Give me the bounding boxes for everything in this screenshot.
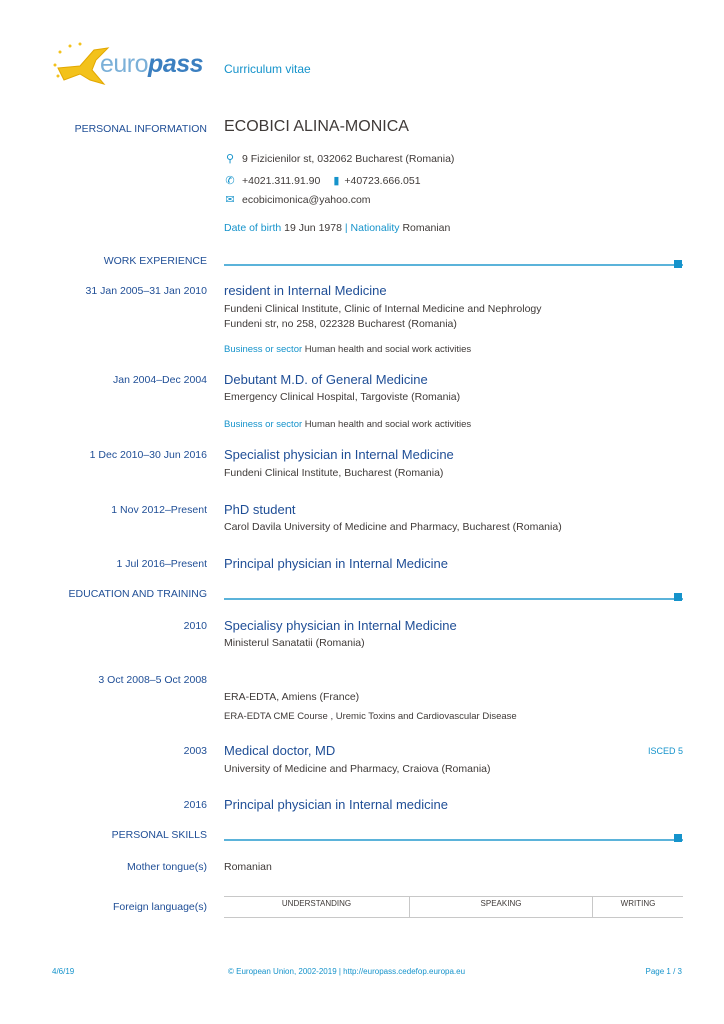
nationality: Romanian [402,222,451,234]
logo-text-pass: pass [148,50,204,78]
edu-title: Specialisy physician in Internal Medicine [224,618,457,633]
edu-title: Principal physician in Internal medicine [224,797,449,812]
work-employer: Fundeni Clinical Institute, Clinic of Internal Medicine and Nephrology [224,303,542,315]
language-table-header [224,896,683,918]
foreign-languages-label: Foreign language(s) [113,901,207,913]
edu-institution: Ministerul Sanatatii (Romania) [224,637,365,649]
mobile-icon: ▮ [333,175,340,187]
location-pin-icon: ⚲ [225,153,235,165]
edu-institution: University of Medicine and Pharmacy, Craiova (Romania) [224,763,491,775]
edu-description: ERA-EDTA CME Course , Uremic Toxins and Cardiovascular Disease [224,711,517,722]
work-date: 1 Jul 2016–Present [116,558,207,570]
work-employer: Carol Davila University of Medicine and Pharmacy, Bucharest (Romania) [224,521,562,533]
dob-label: Date of birth [224,222,282,234]
work-employer: Emergency Clinical Hospital, Targoviste (Romania) [224,391,461,403]
phone-icon: ✆ [225,175,235,187]
edu-date: 3 Oct 2008–5 Oct 2008 [98,674,207,686]
work-date: 31 Jan 2005–31 Jan 2010 [85,285,207,297]
col-speaking: SPEAKING [410,897,593,917]
section-education: EDUCATION AND TRAINING [68,588,207,600]
section-marker-icon [674,260,682,268]
edu-date: 2010 [183,620,207,632]
address: 9 Fizicienilor st, 032062 Bucharest (Romania) [242,153,455,165]
section-personal-information: PERSONAL INFORMATION [74,123,207,135]
business-label: Business or sector [224,419,303,430]
section-divider [224,598,683,600]
work-date: 1 Dec 2010–30 Jun 2016 [89,449,207,461]
work-title: PhD student [224,502,296,517]
logo-text-euro: euro [100,50,149,78]
footer-page-number: Page 1 / 3 [645,967,682,976]
email-icon: ✉ [225,194,235,206]
doc-title: Curriculum vitae [224,62,311,76]
email: ecobicimonica@yahoo.com [242,194,371,206]
work-address: Fundeni str, no 258, 022328 Bucharest (Romania) [224,318,457,330]
edu-date: 2016 [183,799,207,811]
section-marker-icon [674,834,682,842]
work-employer: Fundeni Clinical Institute, Bucharest (Romania) [224,467,444,479]
section-marker-icon [674,593,682,601]
col-understanding: UNDERSTANDING [224,897,410,917]
section-divider [224,264,683,266]
mobile: +40723.666.051 [344,175,421,187]
work-date: Jan 2004–Dec 2004 [113,374,207,386]
mother-tongue: Romanian [224,861,272,873]
col-writing: WRITING [620,899,656,908]
edu-title: Medical doctor, MD [224,743,336,758]
footer-copyright: © European Union, 2002-2019 | http://europass.cedefop.europa.eu [228,967,466,976]
work-title: Specialist physician in Internal Medicine [224,447,454,462]
work-title: Debutant M.D. of General Medicine [224,372,428,387]
work-date: 1 Nov 2012–Present [111,504,207,516]
business-label: Business or sector [224,344,303,355]
mother-tongue-label: Mother tongue(s) [127,861,207,873]
business-sector: Human health and social work activities [304,419,472,430]
section-personal-skills: PERSONAL SKILLS [111,829,207,841]
section-work-experience: WORK EXPERIENCE [103,255,207,267]
work-title: resident in Internal Medicine [224,283,387,298]
europass-logo [50,40,210,90]
isced-level: ISCED 5 [647,746,683,756]
separator: | [344,222,348,234]
dob: 19 Jun 1978 [284,222,342,234]
phone: +4021.311.91.90 [242,175,321,187]
work-title: Principal physician in Internal Medicine [224,556,449,571]
edu-institution: ERA-EDTA, Amiens (France) [224,691,360,703]
section-divider [224,839,683,841]
business-sector: Human health and social work activities [304,344,472,355]
footer-date: 4/6/19 [52,967,75,976]
nationality-label: Nationality [350,222,400,234]
full-name: ECOBICI ALINA-MONICA [224,118,409,135]
edu-date: 2003 [183,745,207,757]
